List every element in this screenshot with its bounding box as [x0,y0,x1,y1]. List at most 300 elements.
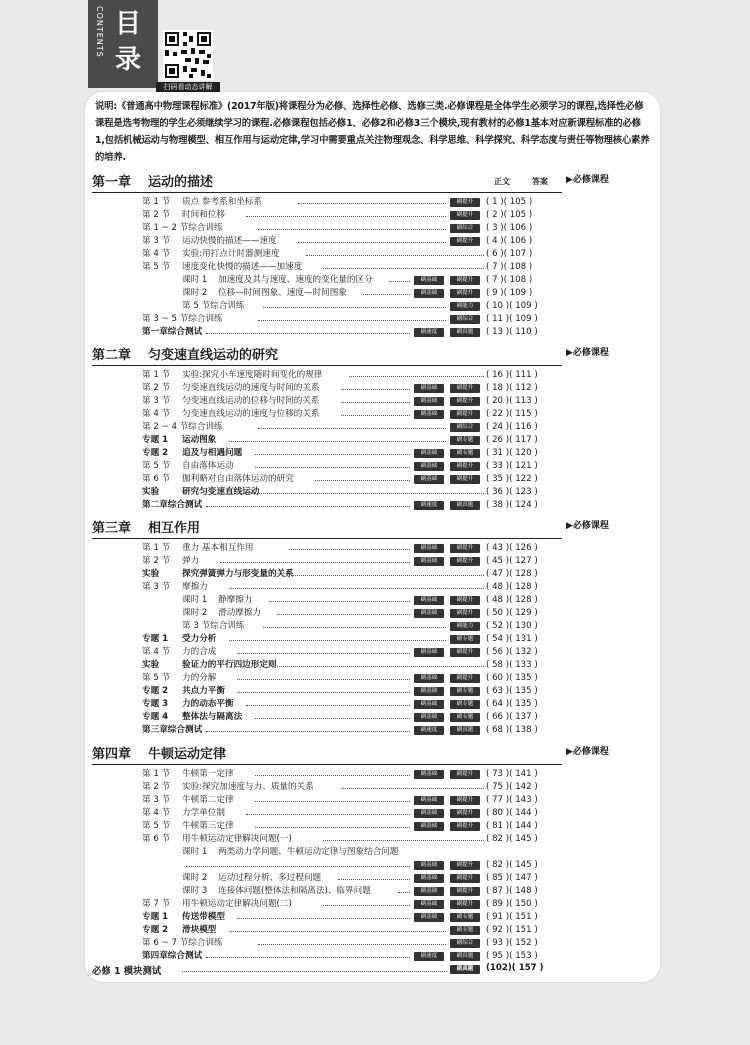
section-title: 连接体问题(整体法和隔离法)、临界问题 [218,886,371,896]
page-ref: ( 68 )( 138 ) [486,725,538,735]
section-number: 专题 3 [142,699,169,709]
section-number: 第 1 节 [142,370,171,380]
page-ref: ( 7 )( 108 ) [486,275,533,285]
badge: 刷基础 [414,796,444,805]
page-ref: ( 6 )( 107 ) [486,249,533,259]
leader-dots [289,549,410,550]
leader-dots [315,480,410,481]
toc-row[interactable] [92,633,562,646]
page-ref: ( 18 )( 112 ) [486,383,538,393]
section-title: 追及与相遇问题 [182,448,243,458]
toc-entry-label [142,408,320,421]
section-number: 专题 2 [142,686,169,696]
qr-code-icon[interactable] [163,30,213,80]
page-ref: ( 22 )( 115 ) [486,409,538,419]
badge: 刷速度 [414,328,444,337]
page-ref: ( 31 )( 120 ) [486,448,538,458]
leader-dots [323,268,484,269]
toc-row[interactable] [92,568,562,581]
toc-entry-label [142,486,259,499]
toc-row[interactable] [92,620,562,633]
badge: 刷提升 [450,861,480,870]
toc-row[interactable] [92,594,562,607]
section-title: 整体法与隔离法 [182,712,243,722]
section-number: 第 2 节 [142,383,171,393]
toc-row[interactable] [92,607,562,620]
page-ref: ( 38 )( 124 ) [486,500,538,510]
toc-entry-label [142,196,262,209]
badge: 刷提升 [450,770,480,779]
toc-entry-label [142,833,292,846]
toc-row[interactable] [92,222,562,235]
badge: 刷提升 [450,596,480,605]
section-number: 第 1 ~ 2 节综合训练 [142,223,223,233]
badge: 刷基础 [414,674,444,683]
toc-entry-label [182,300,245,313]
badge: 刷提升 [450,674,480,683]
badge: 刷提升 [450,198,480,207]
leader-dots [186,866,410,867]
leader-dots [349,376,484,377]
chapter-number: 第三章 [92,521,132,536]
section-title: 实验:探究加速度与力、质量的关系 [182,782,314,792]
leader-dots [237,653,410,654]
toc-entry-label [142,724,202,737]
section-title: 力的合成 [182,647,217,657]
section-title: 验证力的平行四边形定则 [182,660,277,670]
toc-row[interactable] [92,937,562,950]
page-ref: ( 36 )( 123 ) [486,487,538,497]
toc-entry-label [142,434,216,447]
chapter-block [92,170,562,339]
toc-row[interactable] [92,434,562,447]
side-label-required-course: ▶必修课程 [566,747,609,757]
toc-row[interactable] [92,313,562,326]
leader-dots [237,918,410,919]
page-ref: ( 73 )( 141 ) [486,769,538,779]
leader-dots [289,575,484,576]
toc-entry-label [142,698,234,711]
badge: 刷提升 [450,384,480,393]
leader-dots [182,971,447,972]
page-ref: ( 13 )( 110 ) [486,327,538,337]
toc-row[interactable] [92,555,562,568]
badge: 刷速度 [414,726,444,735]
toc-entry-label [142,633,216,646]
section-title: 位移—时间图象、速度—时间图象 [218,288,347,298]
toc-row[interactable] [92,326,562,339]
badge: 刷提升 [450,410,480,419]
section-number: 第三章综合测试 [142,725,203,735]
leader-dots [338,879,410,880]
badge: 刷提升 [450,809,480,818]
badge: 刷基础 [414,770,444,779]
page-ref: ( 10 )( 109 ) [486,301,538,311]
toc-entry-label [142,685,225,698]
toc-entry-label [142,672,216,685]
section-number: 课时 2 [182,873,208,883]
leader-dots [229,640,446,641]
leader-dots [255,775,410,776]
toc-row[interactable] [92,473,562,486]
module-test-row[interactable] [92,963,562,976]
toc-row[interactable] [92,807,562,820]
toc-entry-label [142,460,234,473]
leader-dots [258,428,446,429]
toc-row[interactable] [92,659,562,672]
toc-entry-label [142,235,277,248]
section-title: 牛顿第二定律 [182,795,234,805]
toc-row[interactable] [92,820,562,833]
badge: 刷能力 [450,622,480,631]
leader-dots [255,827,410,828]
toc-entry-label [142,820,234,833]
badge: 刷速度 [414,501,444,510]
chapter-heading[interactable] [92,170,562,193]
leader-dots [263,627,446,628]
section-title: 弹力 [182,556,200,566]
chapter-heading[interactable] [92,516,562,539]
section-number: 专题 1 [142,435,169,445]
badge: 刷提升 [450,397,480,406]
badge: 刷基础 [414,397,444,406]
badge: 刷提升 [450,462,480,471]
leader-dots [263,307,446,308]
page-ref: ( 63 )( 135 ) [486,686,538,696]
badge: 刷真题 [450,501,480,510]
section-number: 课时 3 [182,886,208,896]
section-title: 静摩擦力 [218,595,253,605]
toc-row[interactable] [92,846,562,859]
badge: 刷能力 [450,302,480,311]
section-number: 专题 1 [142,912,169,922]
section-number: 第 6 ~ 7 节综合训练 [142,938,223,948]
toc-entry-label [142,473,294,486]
leader-dots [258,229,446,230]
badge: 刷基础 [414,289,444,298]
toc-entry-label [142,395,320,408]
toc-row[interactable] [92,724,562,737]
section-number: 专题 1 [142,634,169,644]
section-number: 第 2 节 [142,782,171,792]
toc-row[interactable] [92,833,562,846]
badge: 刷基础 [414,713,444,722]
toc-row[interactable] [92,499,562,512]
leader-dots [206,957,410,958]
toc-entry-label [142,768,234,781]
leader-dots [255,718,410,719]
badge: 刷专题 [450,687,480,696]
section-number: 第 5 节 [142,262,171,272]
section-title: 匀变速直线运动的速度与时间的关系 [182,383,320,393]
toc-entry-label [142,711,242,724]
page-ref: ( 4 )( 106 ) [486,236,533,246]
toc-row[interactable] [92,248,562,261]
leader-dots [229,931,446,932]
toc-row[interactable] [92,447,562,460]
toc-row[interactable] [92,542,562,555]
toc-entry-label [182,274,373,287]
leader-dots [206,506,410,507]
toc-row[interactable] [92,768,562,781]
page-ref: ( 58 )( 133 ) [486,660,538,670]
page-ref: ( 11 )( 109 ) [486,314,538,324]
page-ref: ( 9 )( 109 ) [486,288,533,298]
leader-dots [206,731,410,732]
toc-row[interactable] [92,235,562,248]
badge: 刷提升 [450,887,480,896]
toc-row[interactable] [92,685,562,698]
toc-row[interactable] [92,408,562,421]
column-header-answer: 答案 [532,177,548,186]
toc-row[interactable] [92,781,562,794]
section-number: 实验 [142,660,160,670]
chapter-heading[interactable] [92,742,562,765]
section-title: 力学单位制 [182,808,225,818]
section-number: 第 5 节综合训练 [182,301,245,311]
leader-dots [255,454,410,455]
leader-dots [258,320,446,321]
badge: 刷提升 [450,557,480,566]
toc-entry-label [142,261,302,274]
section-title: 时间和位移 [182,210,225,220]
toc-row[interactable] [92,196,562,209]
toc-entry-label [182,607,261,620]
leader-dots [237,679,410,680]
toc-row[interactable] [92,382,562,395]
toc-row[interactable] [92,209,562,222]
section-number: 第 6 节 [142,834,171,844]
toc-row[interactable] [92,486,562,499]
toc-entry-label [142,807,225,820]
page-ref: ( 50 )( 129 ) [486,608,538,618]
page-ref: ( 48 )( 128 ) [486,582,538,592]
chapter-block [92,516,562,737]
badge: 刷提升 [450,648,480,657]
leader-dots [272,666,484,667]
toc-row[interactable] [92,300,562,313]
chapter-name: 相互作用 [148,521,201,536]
section-number: 第 2 节 [142,210,171,220]
badge: 刷基础 [414,887,444,896]
page-ref: ( 20 )( 113 ) [486,396,538,406]
section-title: 实验:用打点计时器测速度 [182,249,280,259]
page-ref: ( 87 )( 148 ) [486,886,538,896]
badge: 刷基础 [414,609,444,618]
page-ref: ( 35 )( 122 ) [486,474,538,484]
toc-row[interactable] [92,698,562,711]
badge: 刷提升 [450,609,480,618]
badge: 刷综合 [450,423,480,432]
leader-dots [341,389,410,390]
leader-dots [258,944,446,945]
toc-row[interactable] [92,711,562,724]
badge: 刷提升 [450,289,480,298]
badge: 刷基础 [414,809,444,818]
section-title: 匀变速直线运动的速度与位移的关系 [182,409,320,419]
page-ref: ( 45 )( 127 ) [486,556,538,566]
leader-dots [341,788,484,789]
toc-row[interactable] [92,885,562,898]
toc-entry-label [142,209,225,222]
section-number: 第 3 节 [142,236,171,246]
toc-row[interactable] [92,911,562,924]
page-ref: ( 7 )( 108 ) [486,262,533,272]
toc-row[interactable] [92,421,562,434]
section-title: 运动快慢的描述——速度 [182,236,277,246]
section-title: 力的分解 [182,673,217,683]
badge: 刷提升 [450,276,480,285]
toc-entry-label [142,382,320,395]
section-title: 滑动摩擦力 [218,608,261,618]
section-title: 滑块模型 [182,925,217,935]
section-number: 第 3 节 [142,582,171,592]
chapter-name: 匀变速直线运动的研究 [148,348,279,363]
toc-row[interactable] [92,924,562,937]
toc-row[interactable] [92,872,562,885]
section-number: 第 2 ~ 4 节综合训练 [142,422,223,432]
page-ref: ( 26 )( 117 ) [486,435,538,445]
page-ref: ( 77 )( 143 ) [486,795,538,805]
page-ref: ( 43 )( 126 ) [486,543,538,553]
leader-dots [363,294,410,295]
toc-row[interactable] [92,950,562,963]
badge: 刷基础 [414,700,444,709]
section-number: 第 2 节 [142,556,171,566]
leader-dots [237,692,410,693]
section-number: 专题 4 [142,712,169,722]
section-number: 实验 [142,569,160,579]
toc-row[interactable] [92,395,562,408]
badge: 刷速度 [414,952,444,961]
badge: 刷提升 [450,874,480,883]
section-title: 两类动力学问题、牛顿运动定律与图象结合问题 [218,847,399,857]
badge: 刷基础 [414,557,444,566]
page-ref: ( 89 )( 150 ) [486,899,538,909]
toc-row[interactable] [92,672,562,685]
page-ref: ( 82 )( 145 ) [486,834,538,844]
toc-row[interactable] [92,274,562,287]
badge: 刷基础 [414,475,444,484]
toc-entry-label [142,222,223,235]
badge: 刷专题 [450,436,480,445]
section-title: 运动图象 [182,435,217,445]
toc-entry-label [182,594,252,607]
badge: 刷专题 [450,926,480,935]
leader-dots [229,441,446,442]
page-ref: ( 56 )( 132 ) [486,647,538,657]
page-ref: ( 3 )( 106 ) [486,223,533,233]
qr-label: 扫码看动态讲解 [156,82,220,93]
badge: 刷专题 [450,713,480,722]
leader-dots [277,614,410,615]
badge: 刷真题 [450,952,480,961]
page-ref: ( 16 )( 111 ) [486,370,538,380]
toc-row[interactable] [92,287,562,300]
badge: 刷基础 [414,687,444,696]
toc-entry-label [142,924,216,937]
toc-row[interactable] [92,261,562,274]
page-title: 目录 [114,9,141,75]
toc-row[interactable] [92,898,562,911]
section-number: 第 3 ~ 5 节综合训练 [142,314,223,324]
toc-entry-label [142,911,225,924]
leader-dots [255,493,484,494]
toc-row[interactable] [92,646,562,659]
toc-row[interactable] [92,794,562,807]
badge: 刷基础 [414,900,444,909]
section-number: 第 3 节综合训练 [182,621,245,631]
toc-row[interactable] [92,581,562,594]
badge: 刷真题 [450,965,480,974]
toc-row[interactable] [92,369,562,382]
badge: 刷专题 [450,700,480,709]
chapter-number: 第一章 [92,175,132,190]
badge: 刷真题 [450,726,480,735]
side-label-required-course: ▶必修课程 [566,348,609,358]
toc-entry-label [142,313,223,326]
section-number: 第 1 节 [142,197,171,207]
toc-entry-label [142,659,277,672]
section-title: 探究弹簧弹力与形变量的关系 [182,569,294,579]
section-title: 重力 基本相互作用 [182,543,254,553]
section-title: 加速度及其与速度、速度的变化量的区分 [218,275,373,285]
page-ref: ( 93 )( 152 ) [486,938,538,948]
chapter-block [92,343,562,512]
badge: 刷基础 [414,410,444,419]
section-number: 第 3 节 [142,795,171,805]
badge: 刷提升 [450,211,480,220]
badge: 刷提升 [450,544,480,553]
toc-entry-label [142,542,253,555]
leader-dots [323,905,410,906]
toc-entry-label [142,326,202,339]
section-number: 课时 1 [182,275,208,285]
chapter-heading[interactable] [92,343,562,366]
badge: 刷综合 [450,224,480,233]
badge: 刷基础 [414,648,444,657]
leader-dots [398,892,410,893]
leader-dots [298,242,446,243]
page-ref: ( 52 )( 130 ) [486,621,538,631]
chapter-name: 运动的描述 [148,175,214,190]
section-number: 第 5 节 [142,673,171,683]
toc-row[interactable] [92,460,562,473]
page-ref: ( 85 )( 147 ) [486,873,538,883]
page-ref: ( 2 )( 105 ) [486,210,533,220]
section-title: 传送带模型 [182,912,225,922]
page-ref: ( 75 )( 142 ) [486,782,538,792]
badge: 刷基础 [414,822,444,831]
side-label-required-course: ▶必修课程 [566,175,609,185]
page-ref: ( 95 )( 153 ) [486,951,538,961]
toc-entry-label [142,781,314,794]
toc-entry-label [142,555,199,568]
toc-entry-label [142,369,322,382]
leader-dots [206,333,410,334]
badge: 刷提升 [450,475,480,484]
toc-entry-label [142,898,292,911]
toc-entry-label [142,646,216,659]
section-number: 第 5 节 [142,461,171,471]
section-number: 第 4 节 [142,409,171,419]
badge: 刷真题 [450,328,480,337]
chapter-block [92,742,562,963]
toc-row[interactable] [92,859,562,872]
badge: 刷基础 [414,384,444,393]
section-title: 用牛顿运动定律解决问题(二) [182,899,292,909]
section-number: 第 4 节 [142,647,171,657]
